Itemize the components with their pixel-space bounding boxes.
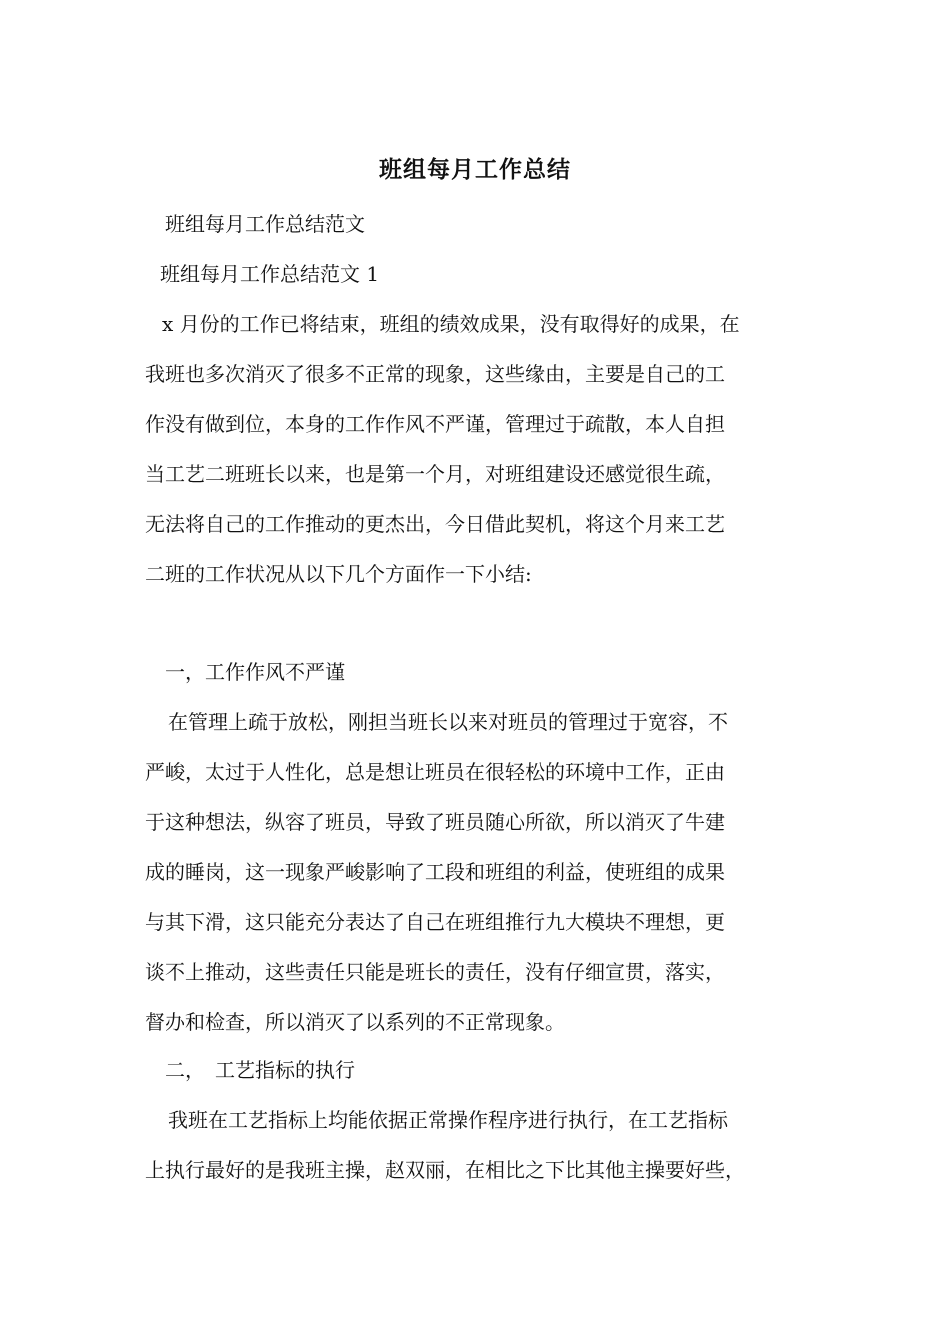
- paragraph-line: 于这种想法，纵容了班员，导致了班员随心所欲，所以消灭了牛建: [145, 810, 725, 834]
- paragraph-line: 作没有做到位，本身的工作作风不严谨，管理过于疏散，本人自担: [145, 412, 725, 436]
- paragraph-line: 督办和检查，所以消灭了以系列的不正常现象。: [145, 1010, 565, 1034]
- document-title: 班组每月工作总结: [379, 156, 571, 183]
- section-heading-line: 二， 工艺指标的执行: [165, 1058, 355, 1082]
- paragraph-line: 与其下滑，这只能充分表达了自己在班组推行九大模块不理想，更: [145, 910, 725, 934]
- paragraph-line: 当工艺二班班长以来，也是第一个月，对班组建设还感觉很生疏，: [145, 462, 725, 486]
- paragraph-line: 我班在工艺指标上均能依据正常操作程序进行执行，在工艺指标: [168, 1108, 728, 1132]
- paragraph-line: 二班的工作状况从以下几个方面作一下小结:: [145, 562, 532, 586]
- paragraph-line: 严峻，太过于人性化，总是想让班员在很轻松的环境中工作，正由: [145, 760, 725, 784]
- section-heading-line: 班组每月工作总结范文 1: [160, 262, 380, 286]
- paragraph-line: 成的睡岗，这一现象严峻影响了工段和班组的利益，使班组的成果: [145, 860, 725, 884]
- paragraph-line: x 月份的工作已将结束，班组的绩效成果，没有取得好的成果，在: [162, 312, 740, 336]
- paragraph-line: 上执行最好的是我班主操，赵双丽，在相比之下比其他主操要好些，: [145, 1158, 745, 1182]
- section-heading-line: 一，工作作风不严谨: [165, 660, 345, 684]
- paragraph-line: 我班也多次消灭了很多不正常的现象，这些缘由，主要是自己的工: [145, 362, 725, 386]
- paragraph-line: 在管理上疏于放松，刚担当班长以来对班员的管理过于宽容，不: [168, 710, 728, 734]
- paragraph-line: 谈不上推动，这些责任只能是班长的责任，没有仔细宣贯，落实，: [145, 960, 725, 984]
- subtitle-line: 班组每月工作总结范文: [165, 212, 365, 236]
- paragraph-line: 无法将自己的工作推动的更杰出，今日借此契机，将这个月来工艺: [145, 512, 725, 536]
